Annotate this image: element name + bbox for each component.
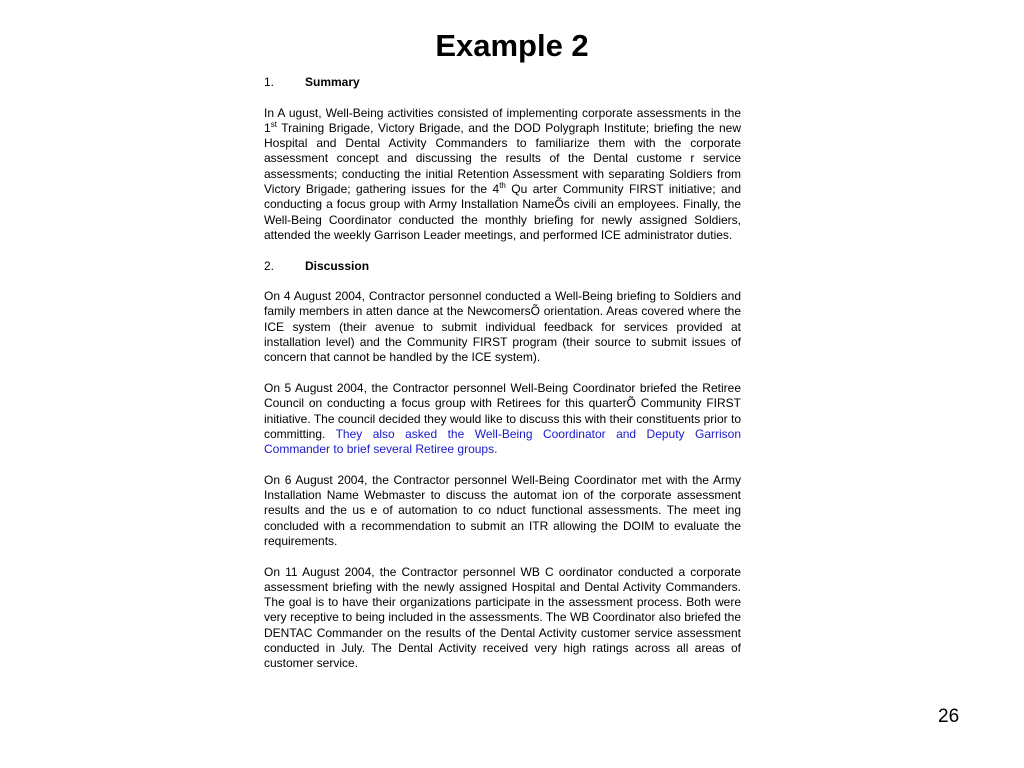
summary-paragraph bbox=[264, 106, 741, 244]
section-heading-discussion bbox=[264, 259, 741, 274]
section-heading-summary bbox=[264, 75, 741, 90]
section-title: Summary bbox=[305, 75, 360, 89]
discussion-paragraph bbox=[264, 381, 741, 457]
summary-text-part: Training Brigade, Victory Brigade, and the DOD Polygraph Institute; briefing the new Hospital and Dental Activity Commanders to familiarize them with the corporate assessment concept and discussing the results of the Dental custome r service assessments; conducting the initial Retention Assessment with separating Soldiers from Victory Brigade; gathering issues for the 4 bbox=[264, 120, 741, 197]
highlighted-text: They also asked the Well-Being Coordinator and Deputy Garrison Commander to brief several Retiree groups. bbox=[264, 426, 741, 457]
summary-text-part: Qu arter Community FIRST initiative; and conducting a focus group with Army Installation NameÕs civili an employees. Finally, the Well-Being Coordinator conducted the monthly briefing for newly assigned Soldiers, attended the weekly Garrison Leader meetings, and performed ICE administrator duties. bbox=[264, 182, 741, 242]
discussion-paragraph: On 6 August 2004, the Contractor personnel Well-Being Coordinator met with the Army Installation Name Webmaster to discuss the automat ion of the corporate assessment results and the us e of automation to co nduct functional assessments. The meet ing concluded with a recommendation to submit an ITR allowing the DOIM to evaluate the requirements. bbox=[264, 472, 741, 548]
document-body bbox=[264, 75, 741, 687]
section-number: 2. bbox=[264, 258, 275, 273]
section-title: Discussion bbox=[305, 258, 370, 273]
ordinal-suffix: th bbox=[499, 181, 506, 191]
discussion-text: On 5 August 2004, the Contractor personnel Well-Being Coordinator briefed the Retiree Council on conducting a focus group with Retirees for this quarterÕ Community FIRST initiative. The council decided they would like to discuss this with their constituents prior to committing. bbox=[264, 380, 741, 441]
section-number: 1. bbox=[264, 75, 275, 89]
summary-text-part: In A ugust, Well-Being activities consisted of implementing corporate assessments in the 1 bbox=[264, 105, 741, 135]
slide-title: Example 2 bbox=[435, 28, 589, 63]
ordinal-suffix: st bbox=[270, 119, 277, 129]
page-number: 26 bbox=[938, 706, 960, 727]
discussion-paragraph: On 11 August 2004, the Contractor personnel WB C oordinator conducted a corporate assessment briefing with the newly assigned Hospital and Dental Activity Commanders. The goal is to have their organizations participate in the assessment process. Both were very receptive to being included in the assessments. The WB Coordinator also briefed the DENTAC Commander on the results of the Dental Activity customer service assessment conducted in July. The Dental Activity received very high ratings across all areas of customer service. bbox=[264, 564, 741, 671]
discussion-paragraph: On 4 August 2004, Contractor personnel conducted a Well-Being briefing to Soldiers and family members in atten dance at the NewcomersÕ orientation. Areas covered where the ICE system (their avenue to submit individual feedback for services provided at installation level) and the Community FIRST program (their source to submit issues of concern that cannot be handled by the ICE system). bbox=[264, 289, 741, 365]
